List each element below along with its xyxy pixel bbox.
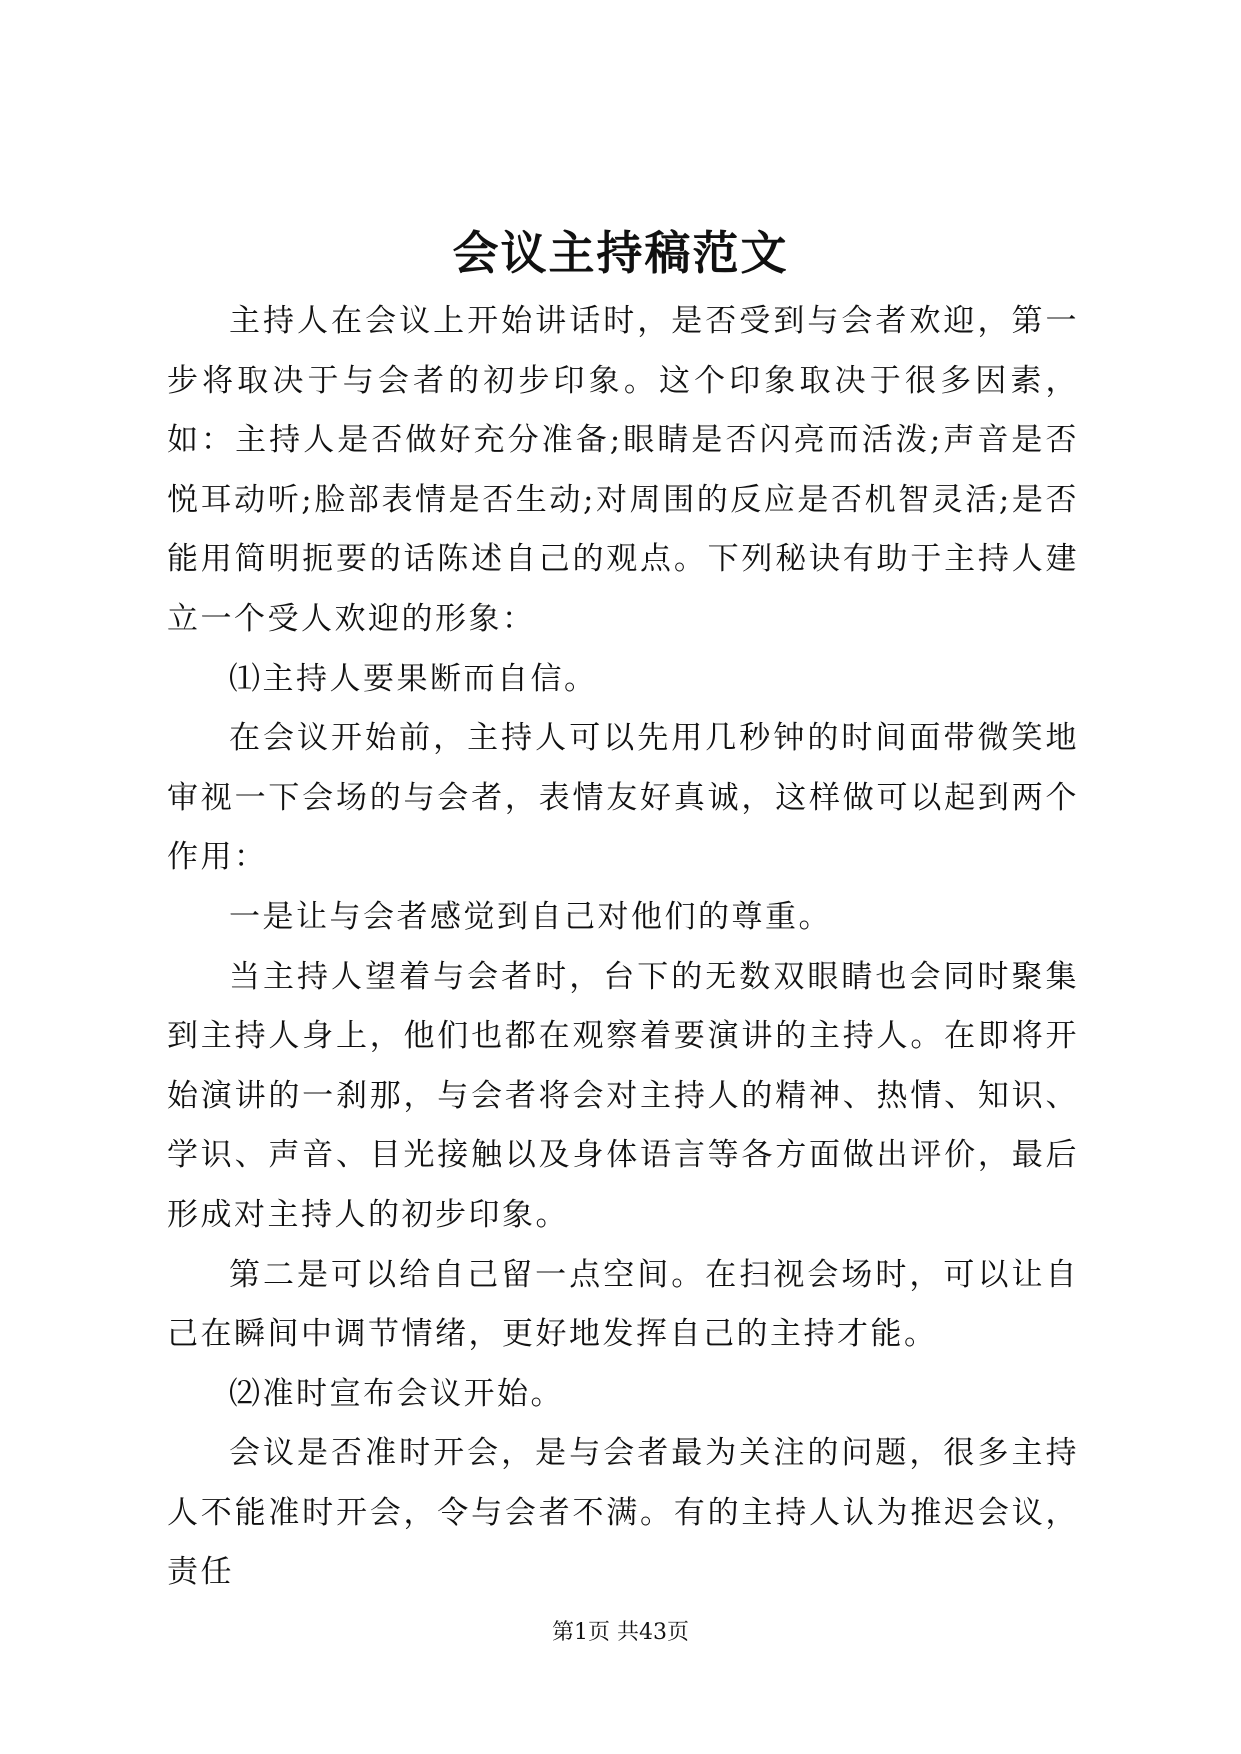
paragraph-4: 一是让与会者感觉到自己对他们的尊重。 [229,898,832,935]
paragraph-6: 第二是可以给自己留一点空间。在扫视会场时，可以让自己在瞬间中调节情绪，更好地发挥自己的主持才能。 [167,1256,1079,1353]
paragraph-3: 在会议开始前，主持人可以先用几秒钟的时间面带微笑地审视一下会场的与会者，表情友好真诚，这样做可以起到两个作用： [167,720,1079,876]
paragraph-5: 当主持人望着与会者时，台下的无数双眼睛也会同时聚集到主持人身上，他们也都在观察着要演讲的主持人。在即将开始演讲的一刹那，与会者将会对主持人的精神、热情、知识、学识、声音、目光接触以及身体语言等各方面做出评价，最后形成对主持人的初步印象。 [167,958,1079,1233]
paragraph-1: 主持人在会议上开始讲话时，是否受到与会者欢迎，第一步将取决于与会者的初步印象。这个印象取决于很多因素，如：主持人是否做好充分准备;眼睛是否闪亮而活泼;声音是否悦耳动听;脸部表情是否生动;对周围的反应是否机智灵活;是否能用简明扼要的话陈述自己的观点。下列秘诀有助于主持人建立一个受人欢迎的形象： [167,303,1079,637]
paragraph-2: ⑴主持人要果断而自信。 [229,660,598,697]
document-body [167,292,1079,1603]
document-title: 会议主持稿范文 [452,226,789,280]
page-footer: 第1页 共43页 [552,1620,689,1645]
paragraph-8: 会议是否准时开会，是与会者最为关注的问题，很多主持人不能准时开会，令与会者不满。有的主持人认为推迟会议，责任 [167,1435,1079,1591]
paragraph-7: ⑵准时宣布会议开始。 [229,1375,564,1412]
